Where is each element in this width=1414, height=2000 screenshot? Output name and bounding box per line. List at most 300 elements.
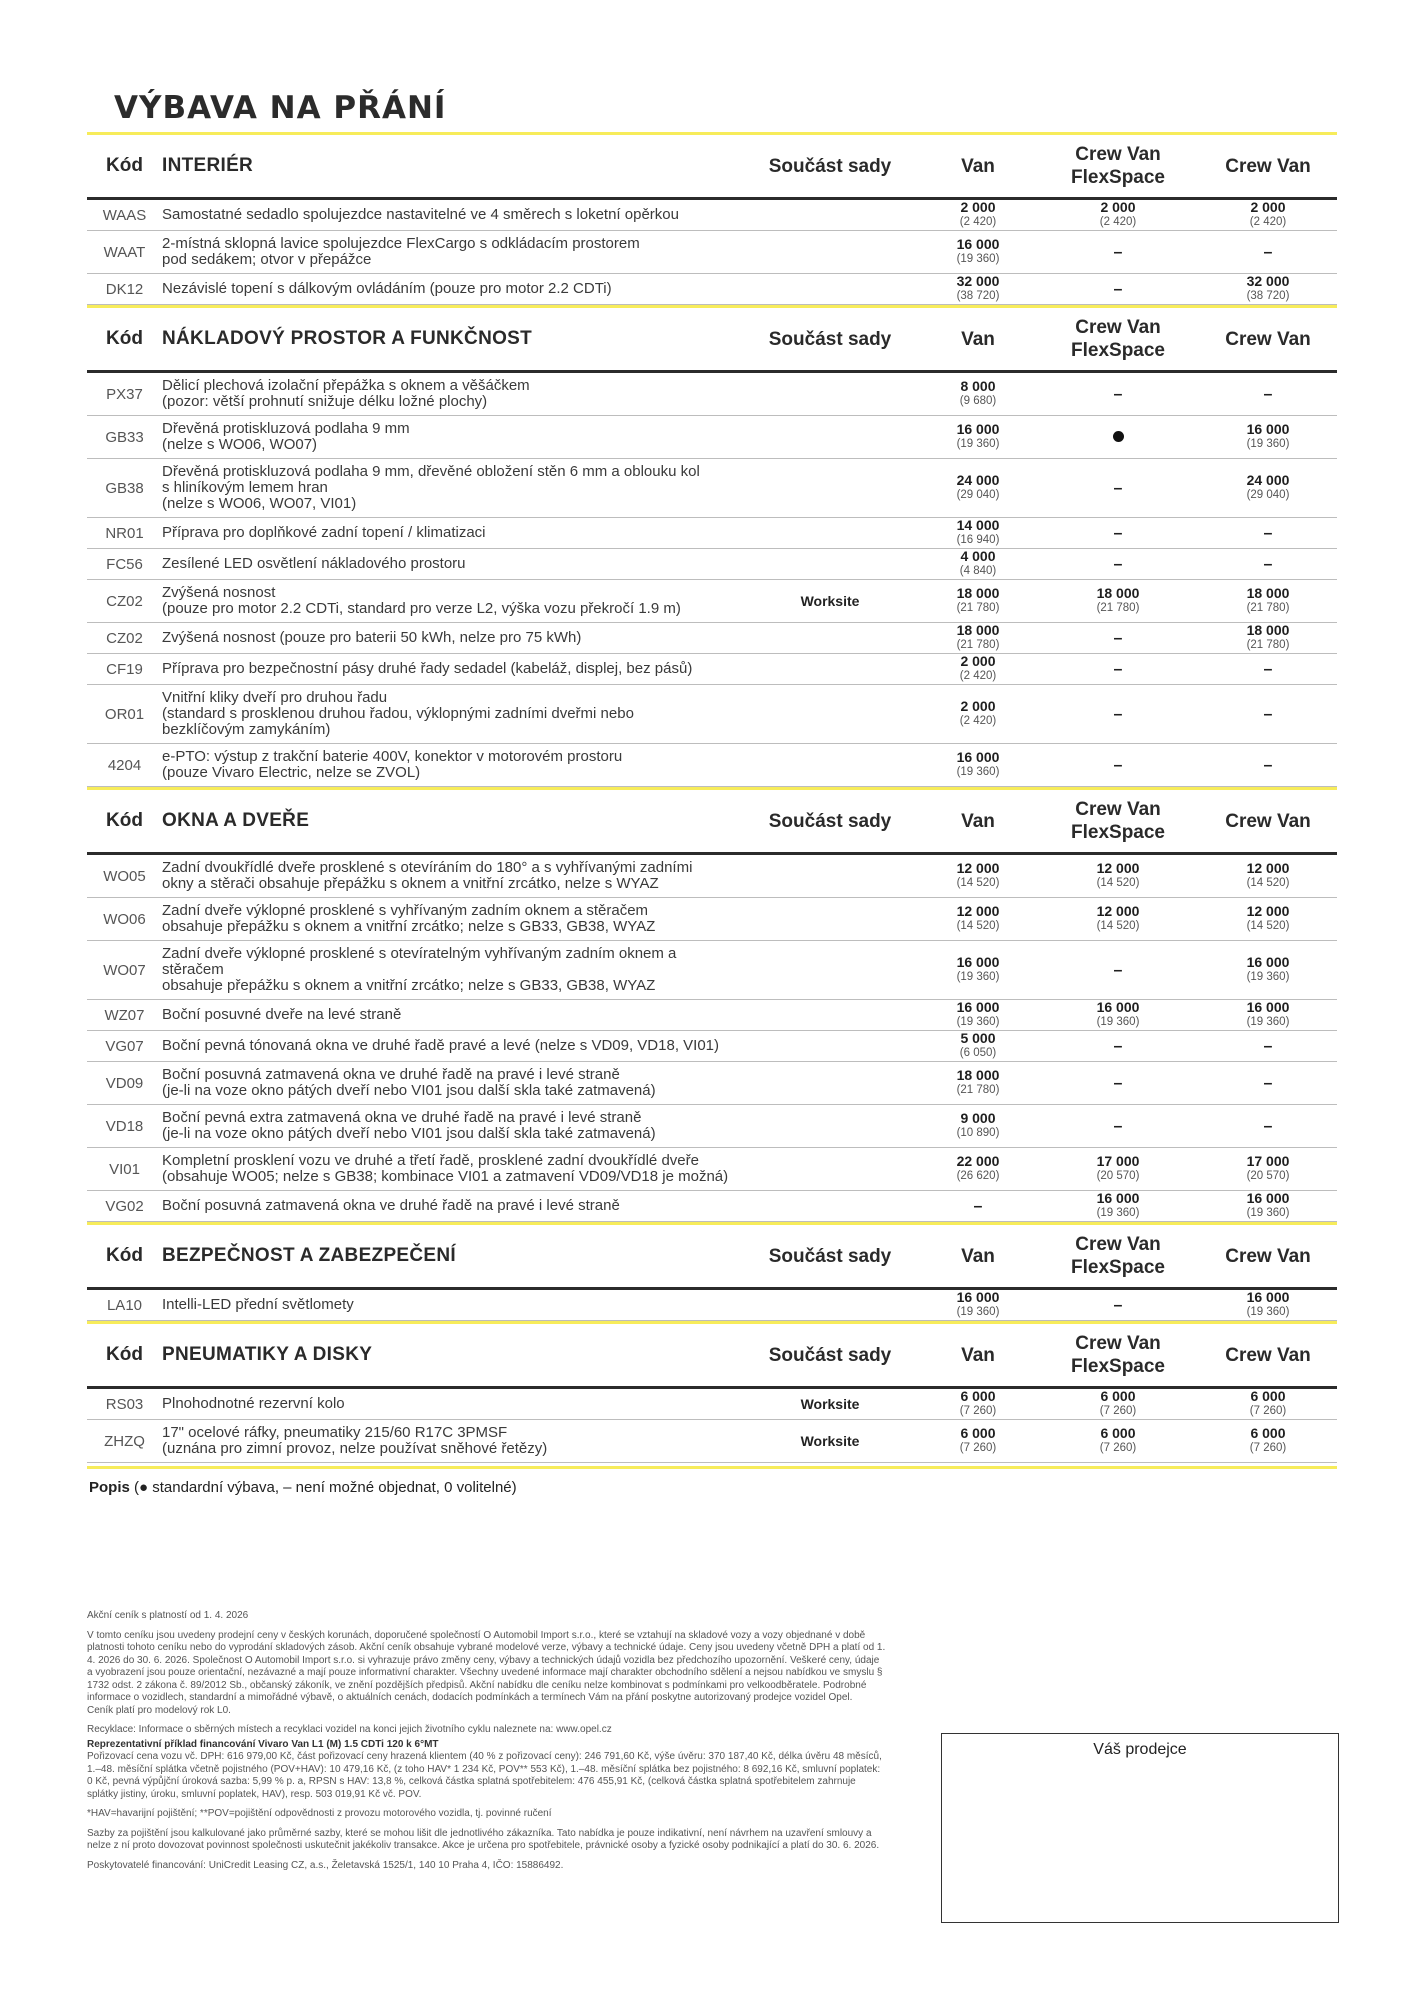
section-header [87, 308, 1337, 373]
not-available-dash: – [1263, 660, 1273, 678]
price-van [918, 699, 1038, 729]
price-with-vat: (19 360) [956, 253, 1000, 265]
price-with-vat: (16 940) [956, 534, 1000, 546]
price-list-page [87, 90, 1337, 1496]
price-van [918, 1199, 1038, 1214]
footer-recycling: Recyklace: Informace o sběrných místech a recyklaci vozidel na konci jejich životního cyklu naleznete na: www.opel.cz [87, 1724, 612, 1735]
option-code: WO07 [103, 961, 146, 979]
price-value: 18 000 [956, 1067, 1000, 1083]
price-crew [1198, 1000, 1338, 1030]
option-description: Zadní dvoukřídlé dveře prosklené s otevíráním do 180° a s vyhřívanými zadními okny a stěrači obsahuje přepážku s oknem a vnitřní zrcátko, nelze s WYAZ [162, 859, 693, 892]
price-with-vat: (2 420) [959, 715, 997, 727]
price-crew-flex [1038, 707, 1198, 722]
price-crew [1198, 200, 1338, 230]
option-description: Boční pevná extra zatmavená okna ve druhé řadě na pravé i levé straně (je-li na voze okno pátých dveří nebo VI01 jsou další skla také zatmavená) [162, 1109, 656, 1142]
price-value: 8 000 [960, 378, 996, 394]
price-crew [1198, 861, 1338, 891]
table-row [87, 549, 1337, 580]
option-description: Plnohodnotné rezervní kolo [162, 1395, 345, 1412]
price-value: 16 000 [1246, 1289, 1290, 1305]
price-with-vat: (38 720) [1246, 290, 1290, 302]
price-value: 16 000 [956, 999, 1000, 1015]
price-crew [1198, 1076, 1338, 1091]
table-row [87, 231, 1337, 274]
table-row [87, 898, 1337, 941]
not-available-dash: – [1113, 1074, 1123, 1092]
price-with-vat: (10 890) [956, 1127, 1000, 1139]
price-with-vat: (19 360) [1096, 1207, 1140, 1219]
price-crew [1198, 274, 1338, 304]
price-crew-flex [1038, 861, 1198, 891]
option-description: e-PTO: výstup z trakční baterie 400V, konektor v motorovém prostoru (pouze Vivaro Electric, nelze se ZVOL) [162, 748, 623, 781]
price-with-vat: (7 260) [1249, 1442, 1287, 1454]
section-3 [87, 787, 1337, 1222]
price-value: 14 000 [956, 517, 1000, 533]
price-crew-flex [1038, 586, 1198, 616]
option-description: Boční posuvná zatmavená okna ve druhé řadě na pravé i levé straně [162, 1197, 620, 1214]
price-value: 22 000 [956, 1153, 1000, 1169]
price-crew [1198, 623, 1338, 653]
price-with-vat: (14 520) [1246, 877, 1290, 889]
price-with-vat: (21 780) [956, 639, 1000, 651]
price-van [918, 1068, 1038, 1098]
not-available-dash: – [1113, 660, 1123, 678]
price-with-vat: (2 420) [1099, 216, 1137, 228]
option-code: WO05 [103, 867, 146, 885]
price-crew [1198, 245, 1338, 260]
option-description: Boční posuvné dveře na levé straně [162, 1006, 402, 1023]
price-value: 18 000 [1096, 585, 1140, 601]
price-crew [1198, 557, 1338, 572]
header-code: Kód [106, 810, 143, 831]
not-available-dash: – [1263, 385, 1273, 403]
price-crew [1198, 904, 1338, 934]
table-row [87, 580, 1337, 623]
table-row [87, 200, 1337, 231]
price-value: 16 000 [1246, 954, 1290, 970]
not-available-dash: – [1113, 629, 1123, 647]
price-with-vat: (6 050) [959, 1047, 997, 1059]
option-description: Příprava pro doplňkové zadní topení / klimatizaci [162, 524, 486, 541]
option-code: ZHZQ [104, 1432, 145, 1450]
price-value: 9 000 [960, 1110, 996, 1126]
table-row [87, 1105, 1337, 1148]
section-5 [87, 1321, 1337, 1463]
option-code: OR01 [104, 705, 145, 723]
price-value: 18 000 [956, 585, 1000, 601]
not-available-dash: – [973, 1197, 983, 1215]
table-row [87, 1062, 1337, 1105]
header-crew-flex: Crew Van FlexSpace [1071, 1234, 1165, 1278]
header-crew: Crew Van [1225, 155, 1311, 177]
price-van [918, 473, 1038, 503]
legend-label: Popis [89, 1479, 130, 1496]
price-crew [1198, 586, 1338, 616]
header-van: Van [961, 810, 995, 832]
price-crew [1198, 1119, 1338, 1134]
footer-paragraph: V tomto ceníku jsou uvedeny prodejní ceny v českých korunách, doporučené společností O Automobil Import s.r.o., které se vztahují na skladové vozy a vozy objednané v době platnosti tohoto ceníku nebo do vyprodání skladových zásob. Akční ceník obsahuje vybrané modelové verze, výbavy a technické údaje. Ceny jsou uvedeny včetně DPH a platí od 1. 4. 2026 do 30. 6. 2026. Společnost O Automobil Import s.r.o. si vyhrazuje právo změny ceny, výbavy a technických údajů vozidla bez předchozího upozornění. Veškeré ceny, údaje a vyobrazení jsou pouze orientační, nezávazné a mají pouze informativní charakter. Všechny uvedené informace mají charakter obchodního sdělení a nejsou nabídkou ve smyslu § 1732 odst. 2 zákona č. 89/2012 Sb., občanský zákoník, ve znění pozdějších předpisů. Akční nabídku dle ceníku nelze kombinovat s podmínkami pro velkoodběratele. Podrobné informace o vozidlech, standardní a mimořádné výbavě, o aktuálních cenách, dodacích podmínkách a termínech Vám na přání poskytne autorizovaný prodejce vozidel Opel. [87, 1629, 886, 1703]
price-with-vat: (7 260) [1249, 1405, 1287, 1417]
price-value: 16 000 [1246, 421, 1290, 437]
price-value: 17 000 [1246, 1153, 1290, 1169]
price-crew-flex [1038, 245, 1198, 260]
price-crew [1198, 1154, 1338, 1184]
table-row [87, 274, 1337, 305]
price-with-vat: (2 420) [959, 216, 997, 228]
table-row [87, 623, 1337, 654]
option-code: WO06 [103, 910, 146, 928]
price-crew-flex [1038, 481, 1198, 496]
price-with-vat: (7 260) [1099, 1405, 1137, 1417]
page-title: VÝBAVA NA PŘÁNÍ [114, 90, 447, 126]
finance-text: Pořizovací cena vozu vč. DPH: 616 979,00 Kč, část pořizovací ceny hrazená klientem (40 % z pořizovací ceny): 246 791,60 Kč, výše úvěru: 370 187,40 Kč, délka úvěru 48 měsíců, 1.–48. měsíční splátka včetně pojistného (POV+HAV): 10 479,16 Kč, (z toho HAV* 1 234 Kč, POV** 553 Kč), 1.–48. měsíční splátka bez pojistného: 8 692,16 Kč, smluvní poplatek: 0 Kč, pevná výpůjční úroková sazba: 5,99 % p. a, RPSN s HAV: 13,8 %, celková částka splatná spotřebitelem: 476 455,91 Kč, (celková částka splatná spotřebitelem zahrnuje splátky jistiny, úroku, smluvní poplatek, HAV), resp. 503 019,91 Kč vč. POV. [87, 1751, 882, 1800]
header-crew-flex: Crew Van FlexSpace [1071, 317, 1165, 361]
option-description: Dělicí plechová izolační přepážka s oknem a věšáčkem (pozor: větší prohnutí snižuje délku ložné plochy) [162, 377, 530, 410]
price-value: 32 000 [1246, 273, 1290, 289]
section-header [87, 790, 1337, 855]
option-code: VI01 [109, 1160, 140, 1178]
price-crew [1198, 955, 1338, 985]
price-crew-flex [1038, 662, 1198, 677]
price-crew [1198, 758, 1338, 773]
finance-title: Reprezentativní příklad financování Vivaro Van L1 (M) 1.5 CDTi 120 k 6°MT [87, 1738, 439, 1750]
option-code: CZ02 [106, 629, 143, 647]
price-van [918, 1111, 1038, 1141]
price-van [918, 518, 1038, 548]
option-code: 4204 [107, 756, 142, 774]
table-row [87, 416, 1337, 459]
section-4 [87, 1222, 1337, 1321]
option-description: Zadní dveře výklopné prosklené s otevíratelným vyhřívaným zadním oknem a stěračem obsahuje přepážku s oknem a vnitřní zrcátko; nelze s GB33, GB38, WYAZ [162, 945, 677, 994]
price-value: 24 000 [956, 472, 1000, 488]
section-header [87, 1324, 1337, 1389]
section-header [87, 135, 1337, 200]
price-van [918, 955, 1038, 985]
price-crew [1198, 707, 1338, 722]
option-code: VD09 [105, 1074, 144, 1092]
footer-validity: Akční ceník s platností od 1. 4. 2026 [87, 1610, 249, 1621]
price-with-vat: (29 040) [1246, 489, 1290, 501]
option-code: NR01 [105, 524, 144, 542]
price-with-vat: (21 780) [1096, 602, 1140, 614]
option-code: VG07 [105, 1037, 144, 1055]
price-with-vat: (20 570) [1246, 1170, 1290, 1182]
price-value: 12 000 [1096, 903, 1140, 919]
price-with-vat: (7 260) [959, 1442, 997, 1454]
option-set: Worksite [800, 1433, 860, 1449]
price-value: 6 000 [1100, 1388, 1136, 1404]
provider-note: Poskytovatelé financování: UniCredit Leasing CZ, a.s., Želetavská 1525/1, 140 10 Praha 4, IČO: 15886492. [87, 1859, 564, 1871]
not-available-dash: – [1263, 524, 1273, 542]
price-with-vat: (19 360) [956, 971, 1000, 983]
price-with-vat: (7 260) [1099, 1442, 1137, 1454]
price-crew [1198, 1389, 1338, 1419]
price-value: 4 000 [960, 548, 996, 564]
header-crew-flex: Crew Van FlexSpace [1071, 144, 1165, 188]
option-description: Zesílené LED osvětlení nákladového prostoru [162, 555, 466, 572]
option-description: Nezávislé topení s dálkovým ovládáním (pouze pro motor 2.2 CDTi) [162, 280, 612, 297]
price-with-vat: (14 520) [1246, 920, 1290, 932]
not-available-dash: – [1113, 1037, 1123, 1055]
price-with-vat: (21 780) [1246, 639, 1290, 651]
price-with-vat: (29 040) [956, 489, 1000, 501]
option-description: Zadní dveře výklopné prosklené s vyhřívaným zadním oknem a stěračem obsahuje přepážku s oknem a vnitřní zrcátko; nelze s GB33, GB38, WYAZ [162, 902, 656, 935]
price-value: 12 000 [1246, 903, 1290, 919]
option-description: Dřevěná protiskluzová podlaha 9 mm, dřevěné obložení stěn 6 mm a oblouku kol s hliníkovým lemem hran (nelze s WO06, WO07, VI01) [162, 463, 700, 512]
header-crew: Crew Van [1225, 810, 1311, 832]
options-table [87, 132, 1337, 1469]
price-with-vat: (14 520) [1096, 920, 1140, 932]
option-code: RS03 [105, 1395, 144, 1413]
option-code: GB38 [105, 479, 144, 497]
price-value: 2 000 [1250, 199, 1286, 215]
price-van [918, 586, 1038, 616]
price-crew-flex [1038, 200, 1198, 230]
price-value: 6 000 [1250, 1388, 1286, 1404]
not-available-dash: – [1113, 555, 1123, 573]
price-value: 6 000 [960, 1425, 996, 1441]
price-van [918, 1426, 1038, 1456]
not-available-dash: – [1263, 243, 1273, 261]
price-crew-flex [1038, 1426, 1198, 1456]
price-value: 18 000 [1246, 622, 1290, 638]
price-value: 6 000 [1250, 1425, 1286, 1441]
price-value: 16 000 [956, 749, 1000, 765]
price-crew-flex [1038, 631, 1198, 646]
not-available-dash: – [1263, 1037, 1273, 1055]
price-van [918, 654, 1038, 684]
option-description: Vnitřní kliky dveří pro druhou řadu (standard s prosklenou druhou řadou, výklopnými zadními dveřmi nebo bezklíčovým zamykáním) [162, 689, 634, 738]
option-code: LA10 [106, 1296, 143, 1314]
table-row [87, 1000, 1337, 1031]
price-with-vat: (14 520) [956, 920, 1000, 932]
price-with-vat: (19 360) [1096, 1016, 1140, 1028]
price-value: 2 000 [960, 199, 996, 215]
option-set: Worksite [800, 593, 860, 609]
price-with-vat: (2 420) [1249, 216, 1287, 228]
price-value: 2 000 [960, 698, 996, 714]
price-crew-flex [1038, 1000, 1198, 1030]
price-value: 17 000 [1096, 1153, 1140, 1169]
price-with-vat: (21 780) [956, 602, 1000, 614]
price-value: 18 000 [956, 622, 1000, 638]
table-row [87, 855, 1337, 898]
header-van: Van [961, 155, 995, 177]
header-code: Kód [106, 1245, 143, 1266]
price-with-vat: (19 360) [1246, 971, 1290, 983]
price-van [918, 422, 1038, 452]
section-title: OKNA A DVEŘE [162, 810, 310, 831]
price-van [918, 200, 1038, 230]
option-code: WAAT [103, 243, 146, 261]
price-value: 12 000 [956, 860, 1000, 876]
price-crew [1198, 1290, 1338, 1320]
option-description: Zvýšená nosnost (pouze pro motor 2.2 CDTi, standard pro verze L2, výška vozu překročí 1.9 m) [162, 584, 681, 617]
header-crew: Crew Van [1225, 328, 1311, 350]
legend [89, 1479, 1337, 1496]
price-crew-flex [1038, 1389, 1198, 1419]
header-crew: Crew Van [1225, 1344, 1311, 1366]
price-value: 2 000 [1100, 199, 1136, 215]
price-crew [1198, 473, 1338, 503]
section-title: INTERIÉR [162, 155, 254, 176]
price-crew-flex [1038, 430, 1198, 445]
price-with-vat: (38 720) [956, 290, 1000, 302]
not-available-dash: – [1113, 280, 1123, 298]
header-code: Kód [106, 328, 143, 349]
price-crew-flex [1038, 1191, 1198, 1221]
price-van [918, 1031, 1038, 1061]
price-with-vat: (21 780) [956, 1084, 1000, 1096]
table-row [87, 373, 1337, 416]
price-value: 6 000 [960, 1388, 996, 1404]
price-with-vat: (7 260) [959, 1405, 997, 1417]
table-row [87, 459, 1337, 518]
price-value: 16 000 [1246, 1190, 1290, 1206]
option-code: WZ07 [104, 1006, 145, 1024]
price-with-vat: (19 360) [956, 766, 1000, 778]
price-with-vat: (14 520) [956, 877, 1000, 889]
price-crew-flex [1038, 1298, 1198, 1313]
price-crew-flex [1038, 526, 1198, 541]
price-value: 18 000 [1246, 585, 1290, 601]
price-value: 16 000 [956, 236, 1000, 252]
not-available-dash: – [1113, 961, 1123, 979]
price-with-vat: (4 840) [959, 565, 997, 577]
option-description: Dřevěná protiskluzová podlaha 9 mm (nelze s WO06, WO07) [162, 420, 410, 453]
option-description: Příprava pro bezpečnostní pásy druhé řady sedadel (kabeláž, displej, bez pásů) [162, 660, 693, 677]
option-description: Intelli-LED přední světlomety [162, 1296, 354, 1313]
option-code: WAAS [102, 206, 147, 224]
option-description: Samostatné sedadlo spolujezdce nastavitelné ve 4 směrech s loketní opěrkou [162, 206, 679, 223]
price-crew-flex [1038, 904, 1198, 934]
price-with-vat: (20 570) [1096, 1170, 1140, 1182]
price-crew [1198, 1426, 1338, 1456]
price-crew [1198, 526, 1338, 541]
option-description: Zvýšená nosnost (pouze pro baterii 50 kWh, nelze pro 75 kWh) [162, 629, 582, 646]
price-value: 16 000 [956, 421, 1000, 437]
price-van [918, 904, 1038, 934]
price-value: 16 000 [1096, 999, 1140, 1015]
option-description: Kompletní prosklení vozu ve druhé a třetí řadě, prosklené zadní dvoukřídlé dveře (obsahuje WO05; nelze s GB38; kombinace VI01 a zatmavení VD09/VD18 je možná) [162, 1152, 729, 1185]
header-set: Součást sady [768, 810, 892, 832]
price-with-vat: (19 360) [956, 1306, 1000, 1318]
price-crew-flex [1038, 1119, 1198, 1134]
header-van: Van [961, 328, 995, 350]
price-van [918, 1000, 1038, 1030]
dealer-label: Váš prodejce [1093, 1741, 1187, 1758]
table-row [87, 1031, 1337, 1062]
option-code: DK12 [105, 280, 144, 298]
standard-dot-icon [1113, 431, 1124, 442]
price-van [918, 237, 1038, 267]
header-van: Van [961, 1344, 995, 1366]
price-value: 16 000 [956, 1289, 1000, 1305]
price-with-vat: (2 420) [959, 670, 997, 682]
price-with-vat: (19 360) [956, 1016, 1000, 1028]
not-available-dash: – [1263, 705, 1273, 723]
price-crew-flex [1038, 557, 1198, 572]
price-value: 12 000 [956, 903, 1000, 919]
price-with-vat: (14 520) [1096, 877, 1140, 889]
price-crew-flex [1038, 1039, 1198, 1054]
header-crew-flex: Crew Van FlexSpace [1071, 1333, 1165, 1377]
header-set: Součást sady [768, 155, 892, 177]
price-van [918, 274, 1038, 304]
not-available-dash: – [1263, 555, 1273, 573]
price-crew-flex [1038, 1154, 1198, 1184]
option-description: 2-místná sklopná lavice spolujezdce FlexCargo s odkládacím prostorem pod sedákem; otvor v přepážce [162, 235, 640, 268]
option-description: 17" ocelové ráfky, pneumatiky 215/60 R17C 3PMSF (uznána pro zimní provoz, nelze používat sněhové řetězy) [162, 1424, 548, 1457]
table-row [87, 744, 1337, 787]
option-code: FC56 [106, 555, 143, 573]
option-set: Worksite [800, 1396, 860, 1412]
price-van [918, 1290, 1038, 1320]
price-van [918, 379, 1038, 409]
legend-text: (● standardní výbava, – není možné objednat, 0 volitelné) [134, 1479, 517, 1496]
not-available-dash: – [1263, 1074, 1273, 1092]
header-crew: Crew Van [1225, 1245, 1311, 1267]
price-with-vat: (19 360) [956, 438, 1000, 450]
not-available-dash: – [1113, 385, 1123, 403]
option-code: CF19 [106, 660, 143, 678]
price-crew-flex [1038, 1076, 1198, 1091]
table-row [87, 1389, 1337, 1420]
price-with-vat: (19 360) [1246, 1306, 1290, 1318]
option-code: CZ02 [106, 592, 143, 610]
price-value: 12 000 [1096, 860, 1140, 876]
table-row [87, 1290, 1337, 1321]
price-van [918, 623, 1038, 653]
option-code: GB33 [105, 428, 144, 446]
price-value: 32 000 [956, 273, 1000, 289]
section-1 [87, 132, 1337, 305]
price-crew-flex [1038, 387, 1198, 402]
section-2 [87, 305, 1337, 787]
not-available-dash: – [1113, 705, 1123, 723]
table-row [87, 1191, 1337, 1222]
option-code: VD18 [105, 1117, 144, 1135]
price-value: 6 000 [1100, 1425, 1136, 1441]
table-row [87, 654, 1337, 685]
rates-note: Sazby za pojištění jsou kalkulované jako průměrné sazby, které se mohou lišit dle jednotlivého zákazníka. Tato nabídka je pouze indikativní, není návrhem na uzavření smlouvy a nelze z ní proto dovozovat povinnost společnosti uskutečnit jakékoliv transakce. Akce je určena pro spotřebitele, právnické osoby a fyzické osoby podnikající a platí do 30. 6. 2026. [87, 1827, 880, 1851]
header-set: Součást sady [768, 328, 892, 350]
table-row [87, 685, 1337, 744]
price-van [918, 1154, 1038, 1184]
price-with-vat: (26 620) [956, 1170, 1000, 1182]
table-row [87, 941, 1337, 1000]
header-van: Van [961, 1245, 995, 1267]
not-available-dash: – [1263, 756, 1273, 774]
table-end-divider [87, 1466, 1337, 1469]
option-description: Boční pevná tónovaná okna ve druhé řadě pravé a levé (nelze s VD09, VD18, VI01) [162, 1037, 720, 1054]
price-with-vat: (21 780) [1246, 602, 1290, 614]
table-row [87, 1148, 1337, 1191]
option-description: Boční posuvná zatmavená okna ve druhé řadě na pravé i levé straně (je-li na voze okno pátých dveří nebo VI01 jsou další skla také zatmavená) [162, 1066, 656, 1099]
price-crew-flex [1038, 282, 1198, 297]
header-code: Kód [106, 1344, 143, 1365]
price-value: 16 000 [956, 954, 1000, 970]
option-code: VG02 [105, 1197, 144, 1215]
not-available-dash: – [1113, 479, 1123, 497]
price-with-vat: (19 360) [1246, 1207, 1290, 1219]
price-value: 16 000 [1096, 1190, 1140, 1206]
price-van [918, 750, 1038, 780]
price-value: 12 000 [1246, 860, 1290, 876]
price-with-vat: (9 680) [959, 395, 997, 407]
section-title: PNEUMATIKY A DISKY [162, 1344, 373, 1365]
price-crew-flex [1038, 758, 1198, 773]
